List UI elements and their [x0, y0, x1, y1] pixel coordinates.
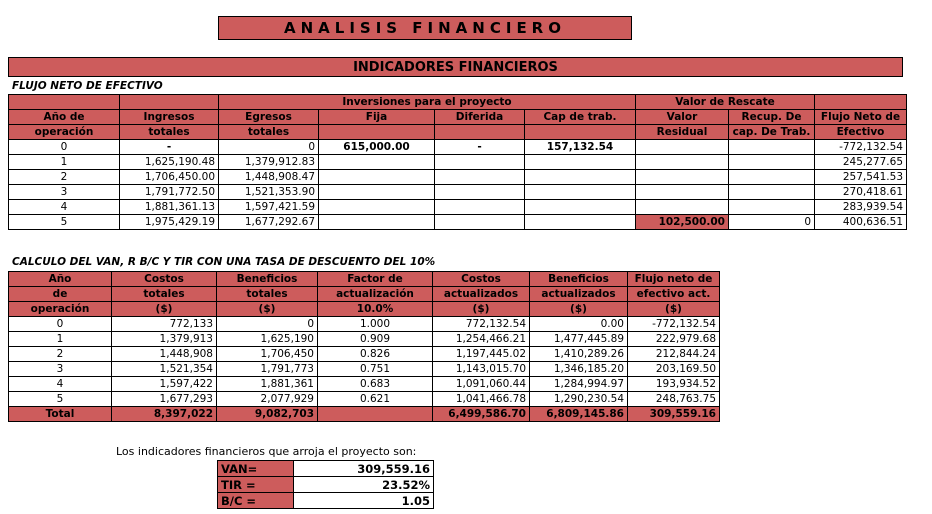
- cell-recup: 0: [729, 215, 815, 230]
- cell-costos-act: 1,041,466.78: [433, 392, 530, 407]
- bc-label: B/C =: [218, 493, 294, 509]
- summary-table: [217, 460, 434, 509]
- cell-flujo-act: 212,844.24: [628, 347, 720, 362]
- cell-ingresos: 1,706,450.00: [120, 170, 219, 185]
- col-flujo-header: Flujo Neto de: [815, 110, 907, 125]
- van-col-ano-header-2: de: [9, 287, 112, 302]
- van-col-beneficios-header-2: totales: [217, 287, 318, 302]
- cell-costos-act: 772,132.54: [433, 317, 530, 332]
- cell-benef-act: 1,346,185.20: [530, 362, 628, 377]
- van-value: 309,559.16: [294, 461, 434, 477]
- cell-benef-act: 1,477,445.89: [530, 332, 628, 347]
- cell-costos: 1,597,422: [112, 377, 217, 392]
- table-row: [9, 185, 907, 200]
- table-row: [9, 377, 720, 392]
- cell-ano: 5: [9, 392, 112, 407]
- cell-costos: 1,521,354: [112, 362, 217, 377]
- table-row: [9, 140, 907, 155]
- cell-beneficios: 1,791,773: [217, 362, 318, 377]
- total-costos-act: 6,499,586.70: [433, 407, 530, 422]
- total-costos: 8,397,022: [112, 407, 217, 422]
- cell-ano: 3: [9, 362, 112, 377]
- cell-ano: 1: [9, 332, 112, 347]
- cell-flujo-act: -772,132.54: [628, 317, 720, 332]
- cell-costos: 1,448,908: [112, 347, 217, 362]
- table-row: [9, 155, 907, 170]
- van-col-costos-header: Costos: [112, 272, 217, 287]
- van-col-flujo-act-header: Flujo neto de: [628, 272, 720, 287]
- cell-flujo-act: 222,979.68: [628, 332, 720, 347]
- col-valor-header-2: Residual: [636, 125, 729, 140]
- col-egresos-header-2: totales: [219, 125, 319, 140]
- van-col-beneficios-header-3: ($): [217, 302, 318, 317]
- total-label: Total: [9, 407, 112, 422]
- cell-beneficios: 0: [217, 317, 318, 332]
- cell-flujo: 257,541.53: [815, 170, 907, 185]
- col-flujo-header-2: Efectivo: [815, 125, 907, 140]
- cell-flujo: -772,132.54: [815, 140, 907, 155]
- cell-costos: 1,379,913: [112, 332, 217, 347]
- cell-ingresos: 1,791,772.50: [120, 185, 219, 200]
- table-row: [9, 200, 907, 215]
- total-flujo-act: 309,559.16: [628, 407, 720, 422]
- col-diferida-header: Diferida: [435, 110, 525, 125]
- cell-valor: [636, 140, 729, 155]
- van-col-costos-act-header-3: ($): [433, 302, 530, 317]
- cell-ano: 2: [9, 170, 120, 185]
- cell-egresos: 1,379,912.83: [219, 155, 319, 170]
- cell-ano: 3: [9, 185, 120, 200]
- cell-factor: 0.826: [318, 347, 433, 362]
- cell-benef-act: 0.00: [530, 317, 628, 332]
- cell-egresos: 1,521,353.90: [219, 185, 319, 200]
- summary-note: Los indicadores financieros que arroja el proyecto son:: [116, 445, 417, 458]
- cell-flujo: 245,277.65: [815, 155, 907, 170]
- cell-beneficios: 2,077,929: [217, 392, 318, 407]
- table-row: [9, 347, 720, 362]
- total-factor: [318, 407, 433, 422]
- cell-ingresos: 1,975,429.19: [120, 215, 219, 230]
- col-ingresos-header: Ingresos: [120, 110, 219, 125]
- van-col-flujo-act-header-3: ($): [628, 302, 720, 317]
- van-col-factor-header-2: actualización: [318, 287, 433, 302]
- van-col-factor-header-3: 10.0%: [318, 302, 433, 317]
- flujo-table: [8, 94, 907, 230]
- col-egresos-header: Egresos: [219, 110, 319, 125]
- cell-costos-act: 1,091,060.44: [433, 377, 530, 392]
- cell-ano: 1: [9, 155, 120, 170]
- cell-factor: 0.909: [318, 332, 433, 347]
- cell-flujo: 283,939.54: [815, 200, 907, 215]
- van-col-ano-header: Año: [9, 272, 112, 287]
- cell-ano: 2: [9, 347, 112, 362]
- cell-costos-act: 1,143,015.70: [433, 362, 530, 377]
- cell-fija: 615,000.00: [319, 140, 435, 155]
- total-benef-act: 6,809,145.86: [530, 407, 628, 422]
- cell-costos-act: 1,254,466.21: [433, 332, 530, 347]
- cell-egresos: 1,597,421.59: [219, 200, 319, 215]
- cell-diferida: -: [435, 140, 525, 155]
- total-beneficios: 9,082,703: [217, 407, 318, 422]
- cell-egresos: 0: [219, 140, 319, 155]
- cell-costos: 772,133: [112, 317, 217, 332]
- cell-benef-act: 1,284,994.97: [530, 377, 628, 392]
- van-section-label: CALCULO DEL VAN, R B/C Y TIR CON UNA TASA DE DESCUENTO DEL 10%: [12, 256, 436, 268]
- col-ano-header-2: operación: [9, 125, 120, 140]
- cell-ingresos: 1,625,190.48: [120, 155, 219, 170]
- bc-value: 1.05: [294, 493, 434, 509]
- rescate-group-header: Valor de Rescate: [636, 95, 815, 110]
- cell-ano: 0: [9, 317, 112, 332]
- van-col-benef-act-header-2: actualizados: [530, 287, 628, 302]
- col-ingresos-header-2: totales: [120, 125, 219, 140]
- summary-row-bc: [218, 493, 434, 509]
- table-row: [9, 362, 720, 377]
- summary-row-van: [218, 461, 434, 477]
- van-col-benef-act-header-3: ($): [530, 302, 628, 317]
- page-title: ANALISIS FINANCIERO: [218, 16, 632, 40]
- cell-beneficios: 1,625,190: [217, 332, 318, 347]
- van-col-costos-act-header: Costos: [433, 272, 530, 287]
- cell-flujo-act: 203,169.50: [628, 362, 720, 377]
- col-ano-header: Año de: [9, 110, 120, 125]
- van-col-flujo-act-header-2: efectivo act.: [628, 287, 720, 302]
- van-col-ano-header-3: operación: [9, 302, 112, 317]
- cell-costos-act: 1,197,445.02: [433, 347, 530, 362]
- tir-label: TIR =: [218, 477, 294, 493]
- col-cap-header: Cap de trab.: [525, 110, 636, 125]
- cell-flujo: 270,418.61: [815, 185, 907, 200]
- cell-factor: 1.000: [318, 317, 433, 332]
- table-row: [9, 332, 720, 347]
- van-col-factor-header: Factor de: [318, 272, 433, 287]
- cell-flujo-act: 248,763.75: [628, 392, 720, 407]
- cell-egresos: 1,677,292.67: [219, 215, 319, 230]
- table-row: [9, 215, 907, 230]
- van-label: VAN=: [218, 461, 294, 477]
- cell-ingresos: -: [120, 140, 219, 155]
- col-valor-header: Valor: [636, 110, 729, 125]
- van-col-costos-header-3: ($): [112, 302, 217, 317]
- cell-benef-act: 1,290,230.54: [530, 392, 628, 407]
- table-row: [9, 317, 720, 332]
- total-row: [9, 407, 720, 422]
- cell-benef-act: 1,410,289.26: [530, 347, 628, 362]
- cell-factor: 0.621: [318, 392, 433, 407]
- table-row: [9, 170, 907, 185]
- van-col-beneficios-header: Beneficios: [217, 272, 318, 287]
- col-recup-header-2: cap. De Trab.: [729, 125, 815, 140]
- cell-ano: 0: [9, 140, 120, 155]
- col-fija-header: Fija: [319, 110, 435, 125]
- cell-ano: 4: [9, 200, 120, 215]
- tir-value: 23.52%: [294, 477, 434, 493]
- cell-egresos: 1,448,908.47: [219, 170, 319, 185]
- van-table: [8, 271, 720, 422]
- table-row: [9, 392, 720, 407]
- cell-factor: 0.751: [318, 362, 433, 377]
- cell-valor: 102,500.00: [636, 215, 729, 230]
- cell-ano: 5: [9, 215, 120, 230]
- col-recup-header: Recup. De: [729, 110, 815, 125]
- cell-factor: 0.683: [318, 377, 433, 392]
- van-col-costos-act-header-2: actualizados: [433, 287, 530, 302]
- indicators-banner: INDICADORES FINANCIEROS: [8, 57, 903, 77]
- cell-cap: 157,132.54: [525, 140, 636, 155]
- inversiones-group-header: Inversiones para el proyecto: [219, 95, 636, 110]
- cell-flujo: 400,636.51: [815, 215, 907, 230]
- cell-costos: 1,677,293: [112, 392, 217, 407]
- cell-beneficios: 1,706,450: [217, 347, 318, 362]
- cell-flujo-act: 193,934.52: [628, 377, 720, 392]
- van-col-benef-act-header: Beneficios: [530, 272, 628, 287]
- cell-ingresos: 1,881,361.13: [120, 200, 219, 215]
- cell-ano: 4: [9, 377, 112, 392]
- cell-beneficios: 1,881,361: [217, 377, 318, 392]
- cell-recup: [729, 140, 815, 155]
- flujo-section-label: FLUJO NETO DE EFECTIVO: [12, 80, 163, 92]
- van-col-costos-header-2: totales: [112, 287, 217, 302]
- summary-row-tir: [218, 477, 434, 493]
